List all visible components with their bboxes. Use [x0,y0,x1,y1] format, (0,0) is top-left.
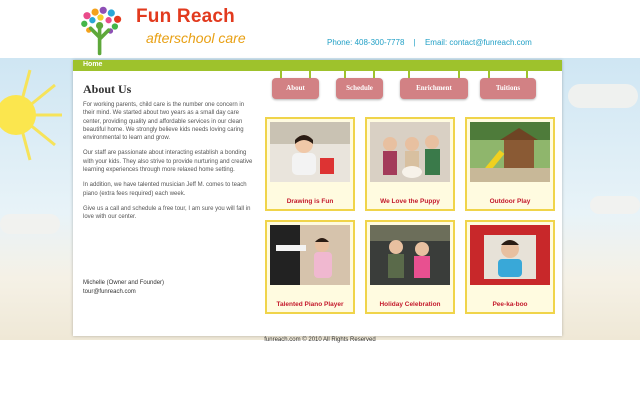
cloud [0,214,60,234]
nav-home-link[interactable]: Home [83,61,103,68]
tab-about[interactable]: About [272,78,319,99]
photo-holiday [370,225,450,285]
about-paragraph: For working parents, child care is the number one concern in their mind. We started about two years as a small day care center, providing quality and affordable services in our clean beautiful home. We strongly believe kids needs loving caring environmental to learn and grow. [83,102,245,142]
gallery-card[interactable] [465,117,555,211]
footer-copyright: funreach.com © 2010 All Rights Reserved [264,337,376,343]
gallery-card[interactable] [365,117,455,211]
gallery-caption: We Love the Puppy [380,198,440,205]
gallery-caption: Drawing is Fun [286,198,334,205]
photo-outdoor-play [470,122,550,182]
tab-enrichment[interactable]: Enrichment [400,78,468,99]
tab-tuitions[interactable]: Tuitions [480,78,536,99]
about-title: About Us [83,82,132,96]
gallery-caption: Pee-ka-boo [492,301,528,308]
brand-title[interactable]: Fun Reach [136,6,235,27]
signature [83,279,164,297]
cloud [590,196,640,214]
gallery-card[interactable] [365,220,455,314]
photo-puppy [370,122,450,182]
email-link[interactable]: Email: contact@funreach.com [424,38,532,47]
main-panel [73,60,562,336]
photo-piano [270,225,350,285]
tab-schedule[interactable]: Schedule [336,78,383,99]
gallery-caption: Outdoor Play [489,198,531,205]
about-text [83,101,255,229]
sun-icon [0,60,70,170]
gallery-card[interactable] [265,117,355,211]
photo-peekaboo [470,225,550,285]
signature-email-link[interactable]: tour@funreach.com [83,289,136,295]
contact-separator: | [413,38,416,47]
photo-drawing [270,122,350,182]
gallery-card[interactable] [465,220,555,314]
contact-info [327,38,532,47]
brand-subtitle: afterschool care [146,30,246,46]
about-paragraph: Our staff are passionate about interacting establish a bonding with your kids. They also strive to provide nurturing and creative learning experiences through more relaxed home setting. [83,150,253,174]
signature-name: Michelle (Owner and Founder) [83,280,165,286]
tree-logo-icon [78,4,132,58]
cloud [568,84,638,108]
gallery-caption: Talented Piano Player [276,301,344,308]
about-paragraph: In addition, we have talented musician Jeff M. comes to teach piano (extra fees required) each week. [83,182,247,197]
about-paragraph: Give us a call and schedule a free tour, I am sure you will fall in love with our center. [83,205,251,221]
phone-number: Phone: 408-300-7778 [327,38,405,47]
gallery-card[interactable] [265,220,355,314]
gallery-caption: Holiday Celebration [379,301,441,308]
